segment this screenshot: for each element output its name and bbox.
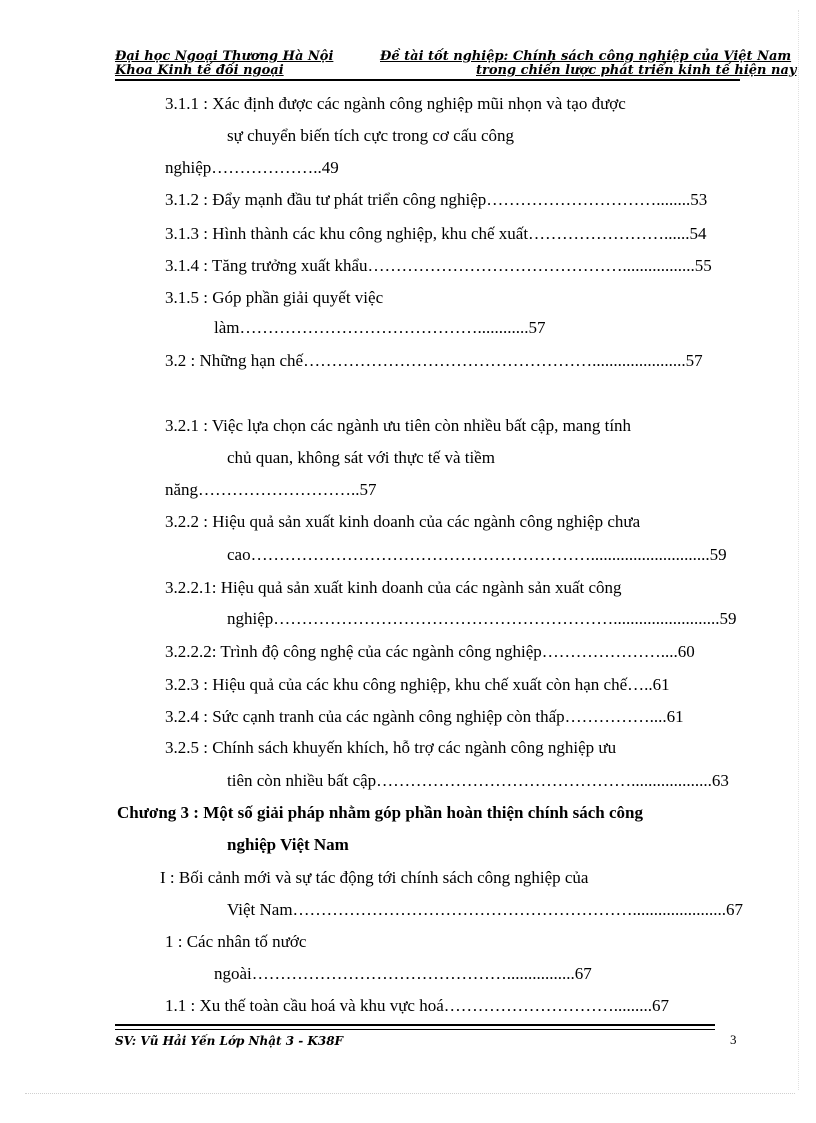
toc-entry: 3.1.5 : Góp phần giải quyết việc (165, 288, 384, 307)
toc-entry: 3.1.4 : Tăng trưởng xuất khẩu……………………………………….................55 (165, 256, 712, 275)
toc-entry: 1.1 : Xu thế toàn cầu hoá và khu vực hoá………………………….........67 (165, 996, 670, 1015)
toc-entry: ngoài………………………………………................67 (214, 964, 592, 983)
toc-entry: 3.2.1 : Việc lựa chọn các ngành ưu tiên còn nhiều bất cập, mang tính (165, 416, 632, 435)
header-university: Đại học Ngoại Thương Hà Nội (115, 49, 334, 64)
toc-entry: 3.1.3 : Hình thành các khu công nghiệp, khu chế xuất……………………......54 (165, 224, 707, 243)
toc-entry: tiên còn nhiều bất cập………………………………………...................63 (227, 771, 729, 790)
footer-rule-thick (115, 1024, 715, 1026)
page-edge-guide (798, 10, 799, 1090)
toc-entry: 3.2.2 : Hiệu quả sản xuất kinh doanh của các ngành công nghiệp chưa (165, 512, 641, 531)
header-faculty: Khoa Kinh tế đối ngoại (115, 63, 284, 78)
toc-entry: 3.2.2.2: Trình độ công nghệ của các ngành công nghiệp…………………....60 (165, 642, 695, 661)
toc-entry: chủ quan, không sát với thực tế và tiềm (227, 448, 495, 467)
header-thesis-title: Đề tài tốt nghiệp: Chính sách công nghiệp của Việt Nam (380, 49, 792, 64)
toc-entry: 3.2.5 : Chính sách khuyến khích, hỗ trợ các ngành công nghiệp ưu (165, 738, 617, 757)
toc-entry: làm……………………………………............57 (214, 318, 546, 337)
toc-entry: 3.2 : Những hạn chế……………………………………………......................57 (165, 351, 703, 370)
toc-entry: 3.1.1 : Xác định được các ngành công nghiệp mũi nhọn và tạo được (165, 94, 626, 113)
toc-chapter-heading: nghiệp Việt Nam (227, 835, 349, 854)
toc-entry: 1 : Các nhân tố nước (165, 932, 307, 951)
toc-entry: cao……………………………………………………............................59 (227, 545, 727, 564)
header-rule (115, 79, 740, 81)
toc-entry: 3.2.4 : Sức cạnh tranh của các ngành công nghiệp còn thấp……………....61 (165, 707, 684, 726)
page-number: 3 (730, 1032, 737, 1047)
toc-entry: nghiệp………………..49 (165, 158, 339, 177)
footer-author: SV: Vũ Hải Yến Lớp Nhật 3 - K38F (115, 1034, 344, 1048)
toc-entry: I : Bối cảnh mới và sự tác động tới chính sách công nghiệp của (160, 868, 589, 887)
toc-entry: Việt Nam……………………………………………………......................67 (227, 900, 744, 919)
header-thesis-subtitle: trong chiến lược phát triển kinh tế hiện nay (476, 63, 797, 78)
toc-entry: 3.2.3 : Hiệu quả của các khu công nghiệp, khu chế xuất còn hạn chế…..61 (165, 675, 670, 694)
toc-chapter-heading: Chương 3 : Một số giải pháp nhằm góp phần hoàn thiện chính sách công (117, 803, 643, 822)
footer-rule-thin (115, 1029, 715, 1030)
toc-entry: 3.2.2.1: Hiệu quả sản xuất kinh doanh của các ngành sản xuất công (165, 578, 622, 597)
page-break-guide (25, 1093, 795, 1094)
toc-entry: 3.1.2 : Đẩy mạnh đầu tư phát triển công nghiệp…………………………........53 (165, 190, 708, 209)
toc-entry: sự chuyển biến tích cực trong cơ cấu công (227, 126, 515, 145)
toc-entry: năng………………………..57 (165, 480, 377, 499)
toc-entry: nghiệp…………………………………………………….........................59 (227, 609, 737, 628)
